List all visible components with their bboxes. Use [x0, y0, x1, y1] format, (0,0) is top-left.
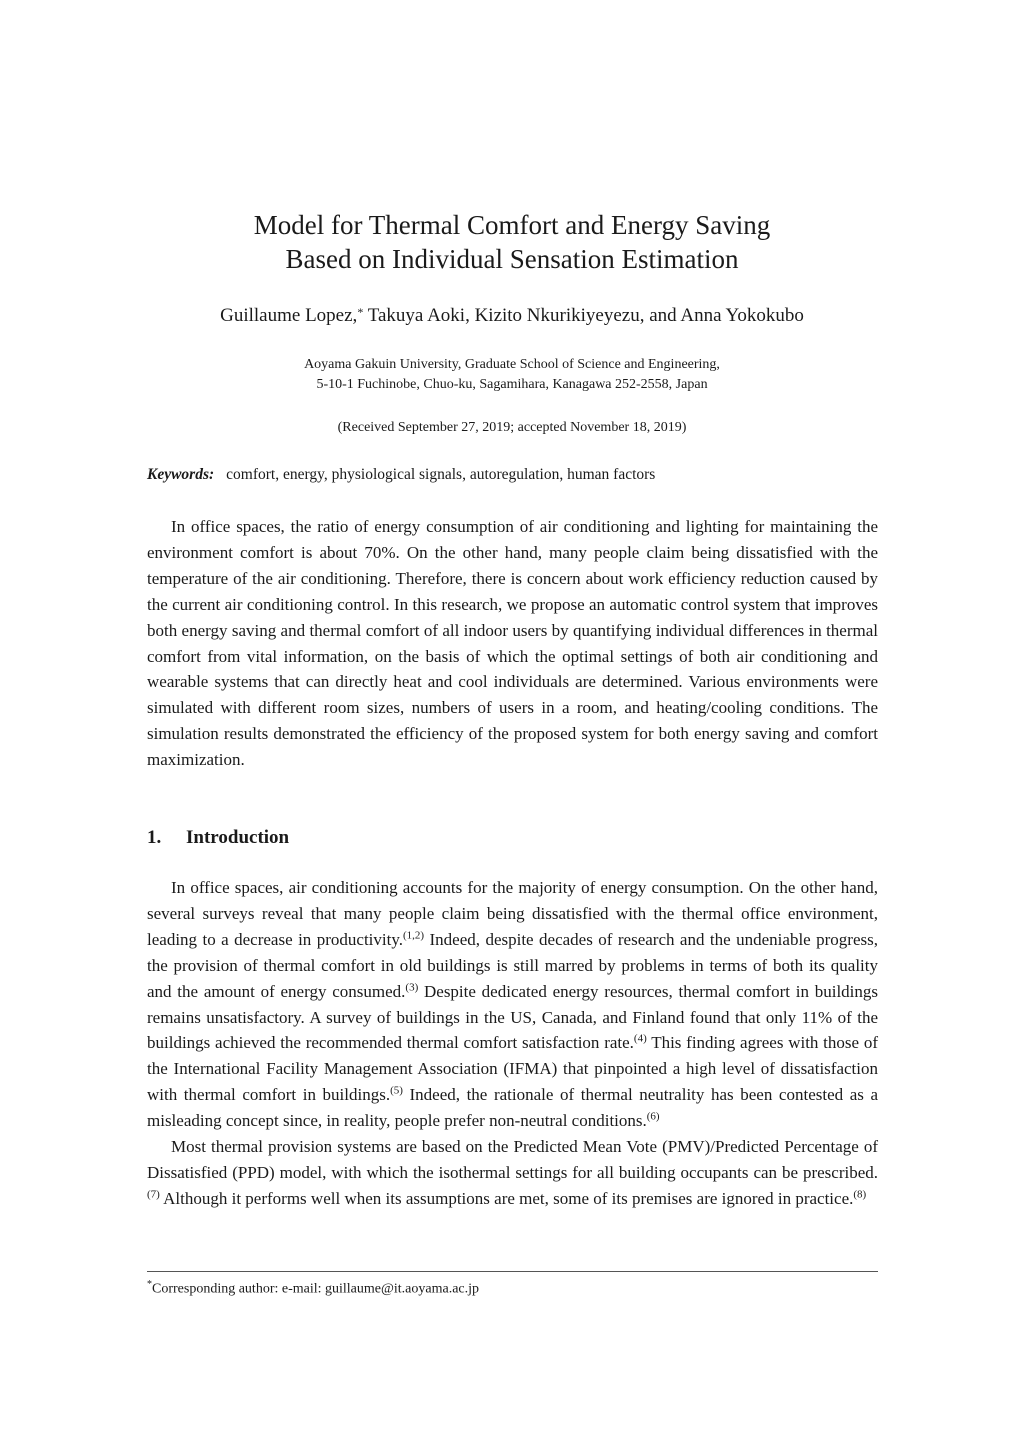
footnote — [147, 1275, 479, 1300]
first-author: Guillaume Lopez, — [220, 305, 358, 326]
paper-title — [0, 208, 1024, 276]
citation-ref: (6) — [646, 1110, 660, 1123]
citation-ref: (1,2) — [402, 929, 425, 942]
section-number: 1. — [147, 827, 162, 848]
text-run: Despite dedicated energy resources, thermal comfort in buildings remains unsatisfactory. A survey of buildings in the US, Canada, and Finland found that only 11% of the buildings achieved the recommended thermal comfort satisfaction rate. — [147, 981, 879, 1053]
title-line-2: Based on Individual Sensation Estimation — [285, 244, 739, 274]
affiliation-line-1: Aoyama Gakuin University, Graduate School of Science and Engineering, — [304, 357, 720, 372]
introduction-body — [147, 875, 878, 1212]
title-line-1: Model for Thermal Comfort and Energy Saving — [253, 210, 771, 240]
abstract — [147, 514, 878, 773]
keywords — [147, 464, 655, 486]
footnote-mark: * — [147, 1279, 152, 1290]
citation-ref: (4) — [633, 1032, 647, 1045]
abstract-paragraph: In office spaces, the ratio of energy consumption of air conditioning and lighting for maintaining the environment comfort is about 70%. On the other hand, many people claim being dissatisfied with the temperature of the air conditioning. Therefore, there is concern about work efficiency reduction caused by the current air conditioning control. In this research, we propose an automatic control system that improves both energy saving and thermal comfort of all indoor users by quantifying individual differences in thermal comfort from vital information, on the basis of which the optimal settings of both air conditioning and wearable systems that can directly heat and cool individuals are determined. Various environments were simulated with different room sizes, numbers of users in a room, and heating/cooling conditions. The simulation results demonstrated the efficiency of the proposed system for both energy saving and comfort maximization. — [147, 517, 878, 770]
text-run: Indeed, despite decades of research and the undeniable progress, the provision of thermal comfort in old buildings is still marred by problems in terms of both its quality and the amount of energy consumed. — [147, 929, 878, 1001]
text-run: Indeed, the rationale of thermal neutrality has been contested as a misleading concept since, in reality, people prefer non-neutral conditions. — [147, 1085, 879, 1131]
received-dates: (Received September 27, 2019; accepted November 18, 2019) — [337, 420, 687, 435]
citation-ref: (5) — [390, 1084, 403, 1097]
affiliation — [0, 355, 1024, 395]
intro-paragraph-1 — [147, 875, 878, 1134]
citation-ref: (8) — [853, 1188, 867, 1201]
section-heading — [147, 825, 289, 851]
intro-paragraph-2 — [147, 1134, 878, 1212]
footnote-divider — [147, 1271, 878, 1272]
text-run: In office spaces, air conditioning accounts for the majority of energy consumption. On the other hand, several surveys reveal that many people claim being dissatisfied with the thermal office environment, leading to a decrease in productivity. — [147, 878, 878, 949]
corresponding-mark: * — [357, 305, 364, 319]
affiliation-line-2: 5-10-1 Fuchinobe, Chuo-ku, Sagamihara, Kanagawa 252-2558, Japan — [316, 377, 708, 392]
keywords-text: comfort, energy, physiological signals, autoregulation, human factors — [226, 466, 656, 483]
footnote-text: Corresponding author: e-mail: guillaume@it.aoyama.ac.jp — [152, 1281, 480, 1297]
section-title: Introduction — [186, 827, 290, 848]
text-run: This finding agrees with those of the International Facility Management Association (IFMA) that pinpointed a high level of dissatisfaction with thermal comfort in buildings. — [147, 1033, 878, 1105]
author-list — [0, 303, 1024, 329]
text-run: Although it performs well when its assumptions are met, some of its premises are ignored in practice. — [159, 1188, 854, 1208]
other-authors: Takuya Aoki, Kizito Nkurikiyeyezu, and Anna Yokokubo — [363, 305, 804, 326]
citation-ref: (7) — [147, 1188, 160, 1201]
text-run: Most thermal provision systems are based on the Predicted Mean Vote (PMV)/Predicted Percentage of Dissatisfied (PPD) model, with which the isothermal settings for all building occupants can be prescribed. — [147, 1137, 878, 1182]
keywords-label: Keywords: — [147, 466, 215, 483]
citation-ref: (3) — [405, 980, 419, 993]
